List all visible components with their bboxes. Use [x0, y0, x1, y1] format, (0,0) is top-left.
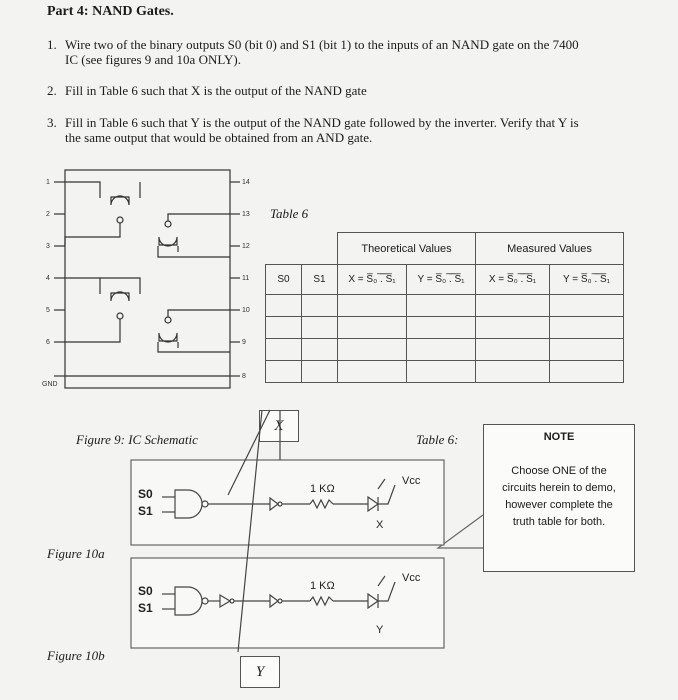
instruction-text: Fill in Table 6 such that Y is the output of the NAND gate followed by the inverter. Verify that Y is: [65, 115, 579, 130]
cell-y-theo[interactable]: [407, 361, 476, 383]
cell-s0[interactable]: [266, 317, 302, 339]
ic-body: [65, 170, 230, 388]
group-theoretical: Theoretical Values: [338, 233, 476, 265]
output-label: X: [376, 519, 384, 531]
cell-x-meas[interactable]: [476, 339, 550, 361]
pin-label: 9: [242, 339, 246, 346]
s0-label: S0: [138, 487, 153, 501]
instruction-number: 3.: [47, 115, 57, 130]
pin-label: 8: [242, 373, 246, 380]
s0-label: S0: [138, 584, 153, 598]
pin-label: 4: [46, 275, 50, 282]
pin-label: 11: [242, 275, 250, 282]
note-box: [483, 424, 635, 572]
pin-label: 6: [46, 339, 50, 346]
figure9-caption: Figure 9: IC Schematic: [76, 432, 198, 447]
cell-x-theo[interactable]: [338, 317, 407, 339]
table6-caption: Table 6:: [416, 432, 459, 447]
gnd-label: GND: [42, 381, 58, 388]
cell-x-theo[interactable]: [338, 361, 407, 383]
resistor-label: 1 KΩ: [310, 580, 335, 592]
cell-y-meas[interactable]: [550, 317, 624, 339]
figure10a-caption: Figure 10a: [47, 546, 105, 561]
s1-label: S1: [138, 601, 153, 615]
col-x-measured: X = S̅₀ ̅.̅ ̅S̅₁: [476, 265, 550, 295]
table-row: [266, 317, 624, 339]
instruction-text: Fill in Table 6 such that X is the output of the NAND gate: [65, 83, 367, 98]
instruction-3: [47, 115, 637, 145]
vcc-label: Vcc: [402, 572, 421, 584]
circuit-diagrams: [120, 400, 490, 665]
note-title: NOTE: [543, 431, 575, 443]
y-label-box: Y: [240, 656, 280, 688]
table-6: [265, 232, 624, 383]
pin-label: 13: [242, 211, 250, 218]
cell-s1[interactable]: [302, 317, 338, 339]
cell-y-meas[interactable]: [550, 361, 624, 383]
cell-y-meas[interactable]: [550, 339, 624, 361]
note-body: Choose ONE of the circuits herein to demo, however complete the truth table for both.: [502, 465, 616, 528]
group-measured: Measured Values: [476, 233, 624, 265]
pin-label: 3: [46, 243, 50, 250]
cell-x-meas[interactable]: [476, 295, 550, 317]
instruction-text: Wire two of the binary outputs S0 (bit 0) and S1 (bit 1) to the inputs of an NAND gate on the 7400: [65, 37, 579, 52]
instruction-text-cont: IC (see figures 9 and 10a ONLY).: [65, 52, 241, 67]
s1-label: S1: [138, 504, 153, 518]
pin-label: 2: [46, 211, 50, 218]
cell-x-meas[interactable]: [476, 317, 550, 339]
ic-schematic: [40, 162, 250, 397]
instruction-2: [47, 83, 637, 98]
table-row: [266, 339, 624, 361]
page-title: Part 4: NAND Gates.: [47, 4, 174, 19]
col-y-measured: Y = S̅₀ ̅.̅ ̅S̅₁: [550, 265, 624, 295]
instruction-number: 1.: [47, 37, 57, 52]
col-s1: S1: [302, 265, 338, 295]
table-row: [266, 295, 624, 317]
cell-x-theo[interactable]: [338, 339, 407, 361]
col-x-theoretical: X = S̅₀ ̅.̅ ̅S̅₁: [338, 265, 407, 295]
cell-x-meas[interactable]: [476, 361, 550, 383]
vcc-label: Vcc: [402, 475, 421, 487]
instruction-number: 2.: [47, 83, 57, 98]
pin-label: 14: [242, 179, 250, 186]
cell-s0[interactable]: [266, 339, 302, 361]
table6-title: Table 6: [270, 206, 309, 221]
cell-s1[interactable]: [302, 295, 338, 317]
table-corner: [266, 233, 338, 265]
x-label-box: X: [259, 410, 299, 442]
cell-y-meas[interactable]: [550, 295, 624, 317]
cell-y-theo[interactable]: [407, 339, 476, 361]
instruction-text-cont: the same output that would be obtained from an AND gate.: [65, 130, 373, 145]
col-s0: S0: [266, 265, 302, 295]
figure10b-caption: Figure 10b: [47, 648, 105, 663]
cell-s1[interactable]: [302, 339, 338, 361]
pin-label: 1: [46, 179, 50, 186]
pin-label: 12: [242, 243, 250, 250]
instruction-1: [47, 37, 637, 67]
cell-y-theo[interactable]: [407, 317, 476, 339]
output-label: Y: [376, 624, 384, 636]
cell-x-theo[interactable]: [338, 295, 407, 317]
table-row: [266, 361, 624, 383]
cell-y-theo[interactable]: [407, 295, 476, 317]
cell-s0[interactable]: [266, 361, 302, 383]
pin-label: 10: [242, 307, 250, 314]
resistor-label: 1 KΩ: [310, 483, 335, 495]
col-y-theoretical: Y = S̅₀ ̅.̅ ̅S̅₁: [407, 265, 476, 295]
cell-s0[interactable]: [266, 295, 302, 317]
cell-s1[interactable]: [302, 361, 338, 383]
pin-label: 5: [46, 307, 50, 314]
